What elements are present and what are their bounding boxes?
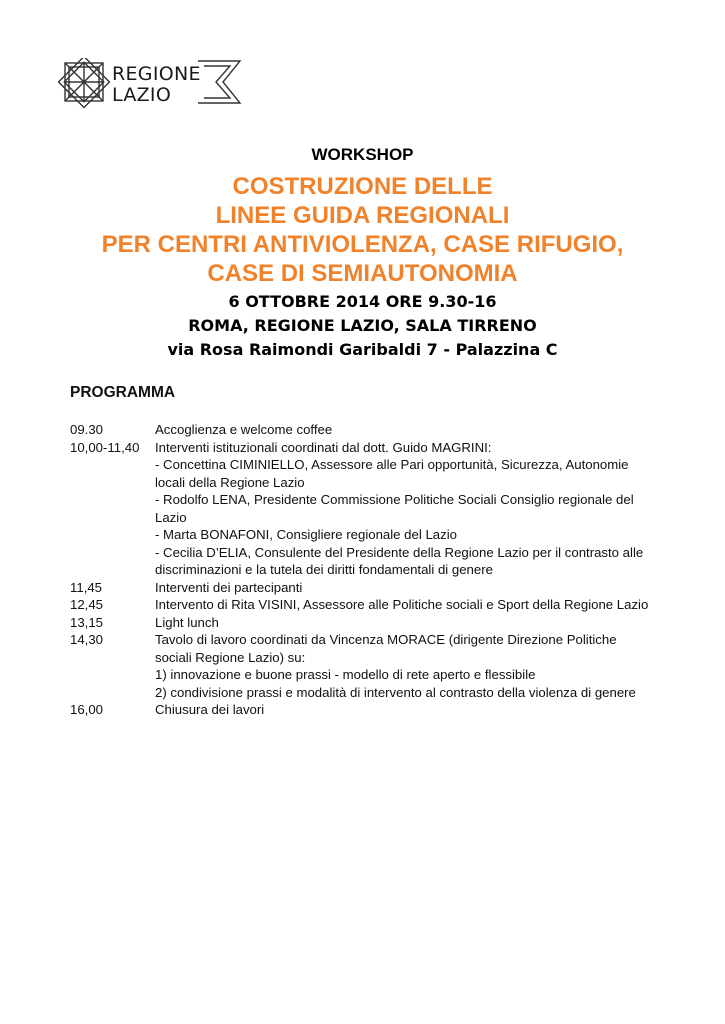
schedule-row [70,614,670,632]
schedule-time: 09.30 [70,422,104,437]
logo-wordmark: REGIONE LAZIO [112,63,201,106]
event-venue: ROMA, REGIONE LAZIO, SALA TIRRENO [188,316,537,335]
schedule-row [70,579,670,597]
program-heading: PROGRAMMA [70,384,176,401]
schedule-desc: Chiusura dei lavori [155,702,265,717]
schedule-time: 13,15 [70,614,104,630]
schedule-time: 14,30 [70,632,104,647]
regione-lazio-logo [58,58,248,114]
schedule-row [70,701,670,719]
title-line: LINEE GUIDA REGIONALI [215,202,510,229]
schedule-row [70,596,670,614]
event-header [0,144,725,362]
title-line: COSTRUZIONE DELLE [232,173,493,200]
schedule-time: 16,00 [70,702,104,717]
program-schedule [70,421,670,719]
schedule-row [70,421,670,439]
schedule-row [70,631,670,701]
schedule-time: 11,45 [70,579,103,595]
event-title [0,172,725,288]
schedule-desc: Interventi istituzionali coordinati dal dott. Guido MAGRINI: - Concettina CIMINIELLO, Assessore alle Pari opportunità, Sicurezza, Autonomie locali della Regione Lazio - Rodolfo LENA, Presidente Commissione Politiche Sociali Consiglio regionale del Lazio - Marta BONAFONI, Consigliere regionale del Lazio - Cecilia D’ELIA, Consulente del Presidente della Regione Lazio per il contrasto alle discriminazioni e la tutela dei diritti fondamentali di genere [155,439,644,577]
event-details [0,290,725,362]
event-address: via Rosa Raimondi Garibaldi 7 - Palazzina C [167,340,558,359]
schedule-desc: Accoglienza e welcome coffee [155,422,333,437]
schedule-desc: Tavolo di lavoro coordinati da Vincenza MORACE (dirigente Direzione Politiche sociali Regione Lazio) su: 1) innovazione e buone prassi - modello di rete aperto e flessibile 2) condivisione prassi e modalità di intervento al contrasto della violenza di genere [155,632,636,700]
schedule-row [70,439,670,579]
workshop-label: WORKSHOP [311,145,414,164]
schedule-desc: Interventi dei partecipanti [155,579,303,595]
title-line: PER CENTRI ANTIVIOLENZA, CASE RIFUGIO, [101,231,624,258]
schedule-desc: Intervento di Rita VISINI, Assessore alle Politiche sociali e Sport della Regione Lazio [155,597,649,612]
schedule-time: 12,45 [70,597,104,612]
event-date: 6 OTTOBRE 2014 ORE 9.30-16 [228,292,497,311]
schedule-desc: Light lunch [155,614,219,630]
schedule-time: 10,00-11,40 [70,439,140,455]
title-line: CASE DI SEMIAUTONOMIA [207,260,518,287]
